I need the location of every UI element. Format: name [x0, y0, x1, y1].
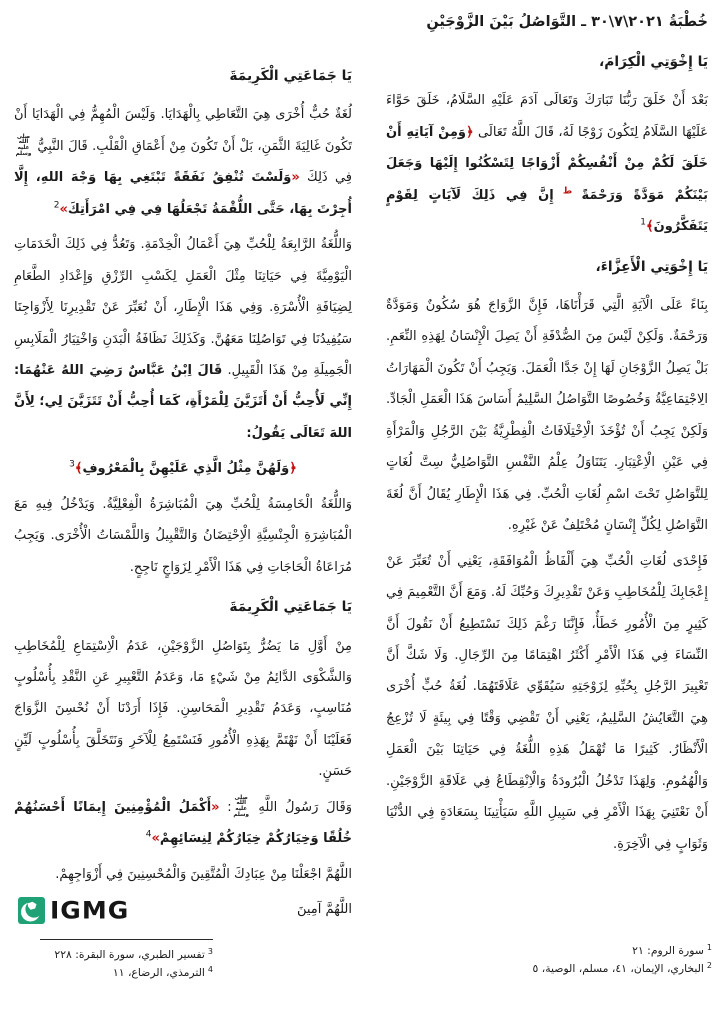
footnote-2 — [533, 960, 712, 978]
section-heading: يَا إِخْوَتِي الْكِرَامَ، — [598, 54, 708, 70]
footer-right — [533, 942, 712, 978]
igmg-logo — [18, 896, 213, 925]
footnote-text: سورة الروم: ٢١ — [632, 944, 704, 958]
footnote-number: 4 — [207, 964, 213, 974]
crescent-globe-icon — [18, 897, 45, 924]
footnote-text: تفسير الطبري، سورة البقرة: ٢٢٨ — [54, 948, 205, 962]
footnote-separator — [40, 939, 213, 940]
footnote-number: 2 — [706, 960, 712, 970]
footnote-1 — [533, 942, 712, 960]
paragraph: فَإِحْدَى لُغَاتِ الْحُبِّ هِيَ أَلْفَاظُ الْمُوَافَقَةِ، يَعْنِي أَنْ تُعَبِّرَ عَنْ إِعْجَابِكَ لِلْمُخَاطِبِ وَعَنْ تَقْدِيرِكَ وَحُبِّكَ لَهُ. وَمَعَ أَنَّ التَّعْمِيمَ فِي كَثِيرٍ مِنَ الْأُمُورِ خَطَأٌ، فَإِنَّنَا رَغْمَ ذَلِكَ نَسْتَطِيعُ أَنْ نَقُولَ أَنَّ النِّسَاءَ فِي هَذَا الْأَمْرِ أَكْثَرُ اهْتِمَامًا مِنَ الرِّجَالِ. وَلَا شَكَّ أَنَّ تَعْبِيرَ الرَّجُلِ بِحُبِّهِ لِزَوْجَتِهِ سَيُقَوِّي عَلَاقَتَهُمَا. لُغَةُ حُبٍّ أُخْرَى هِيَ التَّعَايُشُ السَّلِيمُ، يَعْنِي أَنْ تَقْضِي وَقْتًا فِي بِيئَةٍ لَا تُزْعِجُ الْأَنْظَارُ. كَثِيرًا مَا تُهْمَلُ هَذِهِ اللُّغَةُ فِي حَيَاتِنَا بَيْنَ الْعَمَلِ وَالْهُمُومِ. وَلِهَذَا تَدْخُلُ الْبُرُودَةُ وَالْاِنْقِطَاعُ فِي عَلَاقَةِ الزَّوْجَيْنِ. أَنْ نَعْتَنِيَ بِهَذَا الْأَمْرِ فِي سَبِيلِ اللَّهِ سَيَأْتِينَا بِسَعَادَةٍ فِي الدُّنْيَا وَثَوَابٍ فِي الْآخِرَةِ. — [386, 553, 708, 852]
section-heading: يَا جَمَاعَتِي الْكَرِيمَةَ — [229, 599, 352, 616]
dua-line: اللَّهُمَّ اجْعَلْنَا مِنْ عِبَادِكَ الْمُتَّقِينَ وَالْمُحْسِنِينَ فِي أَزْوَاجِهِمْ. — [55, 866, 352, 882]
footnote-4 — [40, 964, 213, 982]
paragraph: وَقَالَ رَسُولُ اللَّهِ صلى الله عليه وسلم: «أَكْمَلُ الْمُؤْمِنِينَ إِيمَانًا أَحْسَنُهُمْ خُلُقًا وَخِيَارُكُمْ خِيَارُكُمْ لِنِسَائِهِمْ»$^4$ — [14, 794, 352, 847]
paragraph: مِنْ أَوَّلِ مَا يَضُرُّ بِتَوَاصُلِ الزَّوْجَيْنِ، عَدَمُ الْاِسْتِمَاعِ لِلْمُخَاطِبِ وَالشَّكْوَى الدَّائِمُ مِنْ شَيْءٍ مَا، وَعَدَمُ التَّعْبِيرِ عَنِ النَّقْدِ بِأُسْلُوبٍ مُنَاسِبٍ، وَعَدَمُ تَقْدِيرِ الْمَحَاسِنِ. فَإِذَا أَرَدْنَا أَنْ نُحْسِنَ الزَّوَاجَ فَعَلَيْنَا أَنْ نَهْتَمَّ بِهَذِهِ الْأُمُورِ فَنَسْتَمِعُ لِلْآخَرِ وَنَتَخَلَّقَ بِأُسْلُوبٍ لَيِّنٍ حَسَنٍ. — [14, 638, 352, 780]
dua-amin-line: اللَّهُمَّ آمِينَ — [296, 902, 352, 918]
footnotes-left — [40, 946, 213, 982]
page-title: خُطْبَةُ ٢٠٢١\٧\٣٠ ـ التَّوَاصُلُ بَيْنَ الزَّوْجَيْنِ — [426, 14, 708, 30]
footnote-text: البخاري، الإيمان، ٤١، مسلم، الوصية، ٥ — [532, 962, 704, 976]
section-heading: يَا جَمَاعَتِي الْكَرِيمَةَ — [229, 68, 352, 84]
paragraph: وَاللُّغَةُ الرَّابِعَةُ لِلْحُبِّ هِيَ أَعْمَالُ الْخِدْمَةِ. وَتَعُدُّ فِي ذَلِكَ الْخَدَمَاتِ الْيَوْمِيَّةَ فِي حَيَاتِنَا مِثْلَ الْعَمَلِ لِكَسْبِ الرِّزْقِ وَإِعْدَادِ الطَّعَامِ لِضِيَافَةِ الْأُسْرَةِ. وَفِي هَذَا الْإِطَارِ، أَنْ نُعَبِّرَ عَنْ تَقْدِيرِنَا لِأَزْوَاجِنَا سَيُفِيدُنَا فِي تَوَاصُلِنَا مَعَهُنَّ. وَكَذَلِكَ نَظَافَةُ الْبَدَنِ وَاخْتِيَارُ الْمَلَابِسِ الْجَمِيلَةِ مِنْ هَذَا الْقَبِيلِ. قَالَ اِبْنُ عَبَّاسٌ رَضِيَ اللهُ عَنْهُمَا: إِنِّي لَأُحِبُّ أَنْ أَتَزَيَّنَ لِلْمَرْأَةِ، كَمَا أُحِبُّ أَنْ تَتَزَيَّنَ لِي؛ لِأَنَّ اللهَ تَعَالَى يَقُولُ: — [14, 237, 353, 441]
footnote-number: 3 — [207, 946, 213, 956]
paragraph: بِنَاءً عَلَى الْآيَةِ الَّتِي قَرَأْنَاهَا، فَإِنَّ الزَّوَاجَ هُوَ سُكُونٌ وَمَوَدَّةٌ وَرَحْمَةٌ. وَلَكِنْ لَيْسَ مِنَ الصُّدْفَةِ أَنْ يَصِلَ الْإِنْسَانُ لِهَذِهِ النِّعَمِ. بَلْ يَصِلُ الزَّوْجَانِ لَهَا إِنْ جَدَّا الْعَمَلَ. وَيَجِبُ أَنْ تَكُونَ الْمَهَارَاتُ الِاجْتِمَاعِيَّةُ وَخُصُوصًا التَّوَاصُلُ السَّلِيمُ أَسَاسَ هَذَا الْعَمَلِ الْجَادِّ. وَلَكِنْ يَجِبُ أَنْ تُؤْخَذَ الْاِخْتِلَافَاتُ الْفِطْرِيَّةُ بَيْنَ الرَّجُلِ وَالْمَرْأَةِ فِي عَيْنِ الْاِعْتِبَارِ. يَتَنَاوَلُ عِلْمُ النَّفْسِ التَّوَاصُلِيُّ سِتَّ لُغَاتٍ لِلتَّوَاصُلِ تَحْتَ اسْمِ لُغَاتِ الْحُبِّ. فِي هَذَا الْإِطَارِ يُقَالُ أَنَّ لُغَةَ التَّوَاصُلِ لِكُلِّ إِنْسَانٍ مُخْتَلِفٌ عَنْ غَيْرِهِ. — [386, 298, 708, 534]
footnote-3 — [40, 946, 213, 964]
paragraph: بَعْدَ أَنْ خَلَقَ رَبُّنَا تَبَارَكَ وَتَعَالَى آدَمَ عَلَيْهِ السَّلَامُ، خَلَقَ حَوَّاءَ عَلَيْهَا السَّلَامُ لِتَكُونَ زَوْجًا لَهُ، قَالَ اللَّهُ تَعَالَى ﴿وَمِنْ آيَاتِهِ أَنْ خَلَقَ لَكُمْ مِنْ أَنْفُسِكُمْ أَزْوَاجًا لِتَسْكُنُوا إِلَيْهَا وَجَعَلَ بَيْنَكُمْ مَوَدَّةً وَرَحْمَةً $^ط$ إِنَّ فِي ذَلِكَ لَآيَاتٍ لِقَوْمٍ يَتَفَكَّرُونَ﴾$^1$ — [386, 93, 709, 235]
column-right — [386, 46, 708, 878]
footnote-text: الترمذي، الرضاع، ١١ — [112, 966, 205, 980]
paragraph: وَاللُّغَةُ الْخَامِسَةُ لِلْحُبِّ هِيَ الْمُبَاشِرَةُ الْفِعْلِيَّةُ. وَيَدْخُلُ فِيهِ مَعَ الْمُبَاشِرَةِ الْجِنْسِيَّةِ الْاِحْتِضَانُ وَالتَّقْبِيلُ وَاللَّمْسَاتُ الْأُخْرَى. وَيَجِبُ مُرَاعَاةُ الْحَاجَاتِ فِي هَذَا الْأَمْرِ لِزَوَاجٍ نَاجِحٍ. — [14, 496, 352, 575]
quran-verse: ﴿وَلَهُنَّ مِثْلُ الَّذِي عَلَيْهِنَّ بِالْمَعْرُوفِ﴾$^3$ — [69, 460, 297, 477]
footnote-number: 1 — [706, 942, 712, 952]
section-heading: يَا إِخْوَتِي الْأَعِزَّاءَ، — [595, 258, 708, 275]
igmg-logo-text: IGMG — [50, 896, 130, 925]
footer-left — [18, 896, 213, 982]
paragraph: لُغَةٌ حُبٌّ أُخْرَى هِيَ التَّعَاطِي بِالْهَدَايَا. وَلَيْسَ الْمُهِمُّ فِي الْهَدَايَا أَنْ تَكُونَ غَالِيَةَ الثَّمَنِ، بَلْ أَنْ تَكُونَ مِنْ أَعْمَاقِ الْقَلْبِ. قَالَ النَّبِيُّ صلى الله عليه وسلم فِي ذَلِكَ «وَلَسْتَ تُنْفِقُ نَفَقَةً تَبْتَغِي بِهَا وَجْهَ اللهِ، إِلَّا أُجِرْتَ بِهَا، حَتَّى اللُّقْمَةُ تَجْعَلُهَا فِي فِي امْرَأَتِكَ»$^2$ — [14, 107, 352, 217]
